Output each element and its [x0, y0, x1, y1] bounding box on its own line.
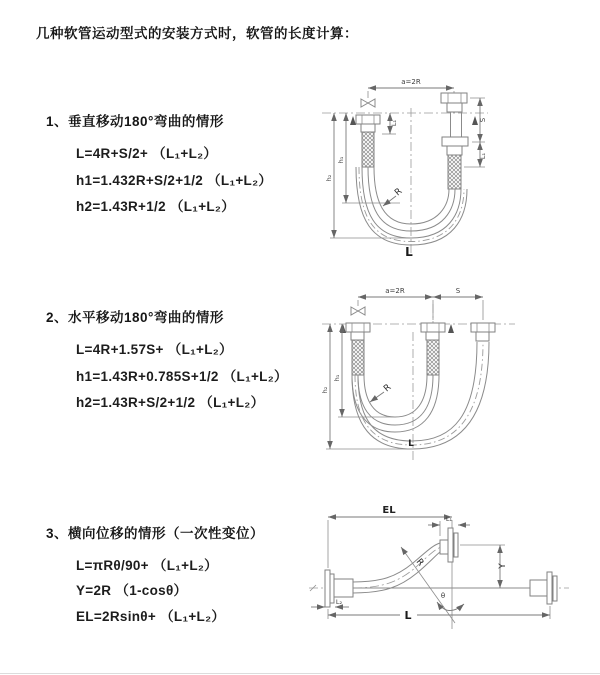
- left-hose-fitting: [340, 323, 370, 375]
- section-3-heading: 3、横向位移的情形（一次性变位）: [46, 526, 265, 541]
- page-bottom-edge: [0, 673, 600, 674]
- dimension-s-l1-right: [464, 98, 487, 167]
- hose-u-position-1: [352, 375, 439, 432]
- dimension-h1-h2: [321, 324, 413, 449]
- valve-icon: [361, 99, 375, 107]
- dim-label-l1: L₁: [390, 119, 398, 127]
- right-hose-fitting: [441, 93, 478, 189]
- formula-line: EL=2Rsinθ+ （L₁+L₂）: [76, 608, 226, 624]
- up-arrow-icon: [340, 324, 346, 333]
- label-r: R: [393, 186, 405, 199]
- dim-label-h1: h₁: [333, 374, 341, 382]
- section-lateral-displacement: [46, 522, 264, 628]
- valve-icon: [351, 307, 365, 315]
- dim-label-a2r: a=2R: [401, 78, 421, 86]
- hose-s-curve: [353, 543, 440, 593]
- section-2-formulas: [76, 335, 288, 415]
- up-arrow-icon: [350, 116, 356, 125]
- formula-line: h2=1.43R+1/2 （L₁+L₂）: [76, 199, 236, 215]
- section-2-heading: 2、水平移动180°弯曲的情形: [46, 310, 224, 325]
- diagram-vertical-180-bend: [312, 72, 600, 267]
- dim-label-s: S: [455, 287, 461, 295]
- dim-label-a2r: a=2R: [385, 287, 405, 295]
- hose-u-position-2: [352, 342, 489, 449]
- formula-line: Y=2R （1-cosθ）: [76, 583, 188, 599]
- up-arrow-icon: [472, 116, 478, 125]
- dim-label-y: Y: [498, 563, 508, 569]
- formula-line: L=4R+S/2+ （L₁+L₂）: [76, 146, 218, 162]
- diagram-horizontal-180-bend: [310, 280, 600, 475]
- label-r: R: [413, 557, 426, 569]
- dim-label-el: EL: [382, 505, 396, 516]
- page-title: 几种软管运动型式的安装方式时，软管的长度计算：: [36, 26, 358, 41]
- dim-label-h2: h₂: [321, 386, 329, 394]
- label-r: R: [382, 382, 394, 395]
- label-l: L: [405, 245, 413, 259]
- section-vertical-movement: [46, 110, 272, 219]
- label-l: L: [404, 609, 412, 622]
- formula-line: h1=1.43R+0.785S+1/2 （L₁+L₂）: [76, 368, 288, 384]
- formula-line: L=4R+1.57S+ （L₁+L₂）: [76, 342, 233, 358]
- formula-line: L=πRθ/90+ （L₁+L₂）: [76, 557, 218, 573]
- upper-flange: [440, 528, 458, 562]
- section-1-formulas: [76, 139, 272, 219]
- right-flange: [530, 572, 557, 604]
- formula-line: h2=1.43R+S/2+1/2 （L₁+L₂）: [76, 395, 265, 411]
- dimension-l: [328, 606, 550, 622]
- diagram-lateral-displacement: [297, 500, 600, 658]
- left-hose-fitting: [350, 115, 380, 167]
- section-horizontal-movement: [46, 306, 288, 415]
- section-1-heading: 1、垂直移动180°弯曲的情形: [46, 114, 224, 129]
- up-arrow-icon: [448, 324, 454, 333]
- dim-label-s: S: [479, 117, 487, 123]
- dimension-l1-left: [382, 113, 398, 134]
- dim-label-h1: h₁: [337, 156, 345, 164]
- center-hose-fitting: [421, 323, 454, 375]
- label-theta: θ: [440, 592, 446, 600]
- label-l: L: [408, 439, 414, 449]
- dim-label-l1: L₁: [445, 515, 453, 523]
- radius-label: [370, 383, 393, 402]
- section-3-formulas: [76, 551, 264, 628]
- dimension-y: [460, 545, 508, 588]
- formula-line: h1=1.432R+S/2+1/2 （L₁+L₂）: [76, 172, 273, 188]
- right-hose-fitting: [471, 323, 495, 341]
- dim-label-h2: h₂: [325, 174, 333, 182]
- dim-label-l2: L₂: [335, 598, 343, 606]
- dim-label-l1: L₁: [479, 152, 487, 160]
- dimension-a2r-s: [358, 287, 483, 320]
- centerlines: [322, 108, 488, 256]
